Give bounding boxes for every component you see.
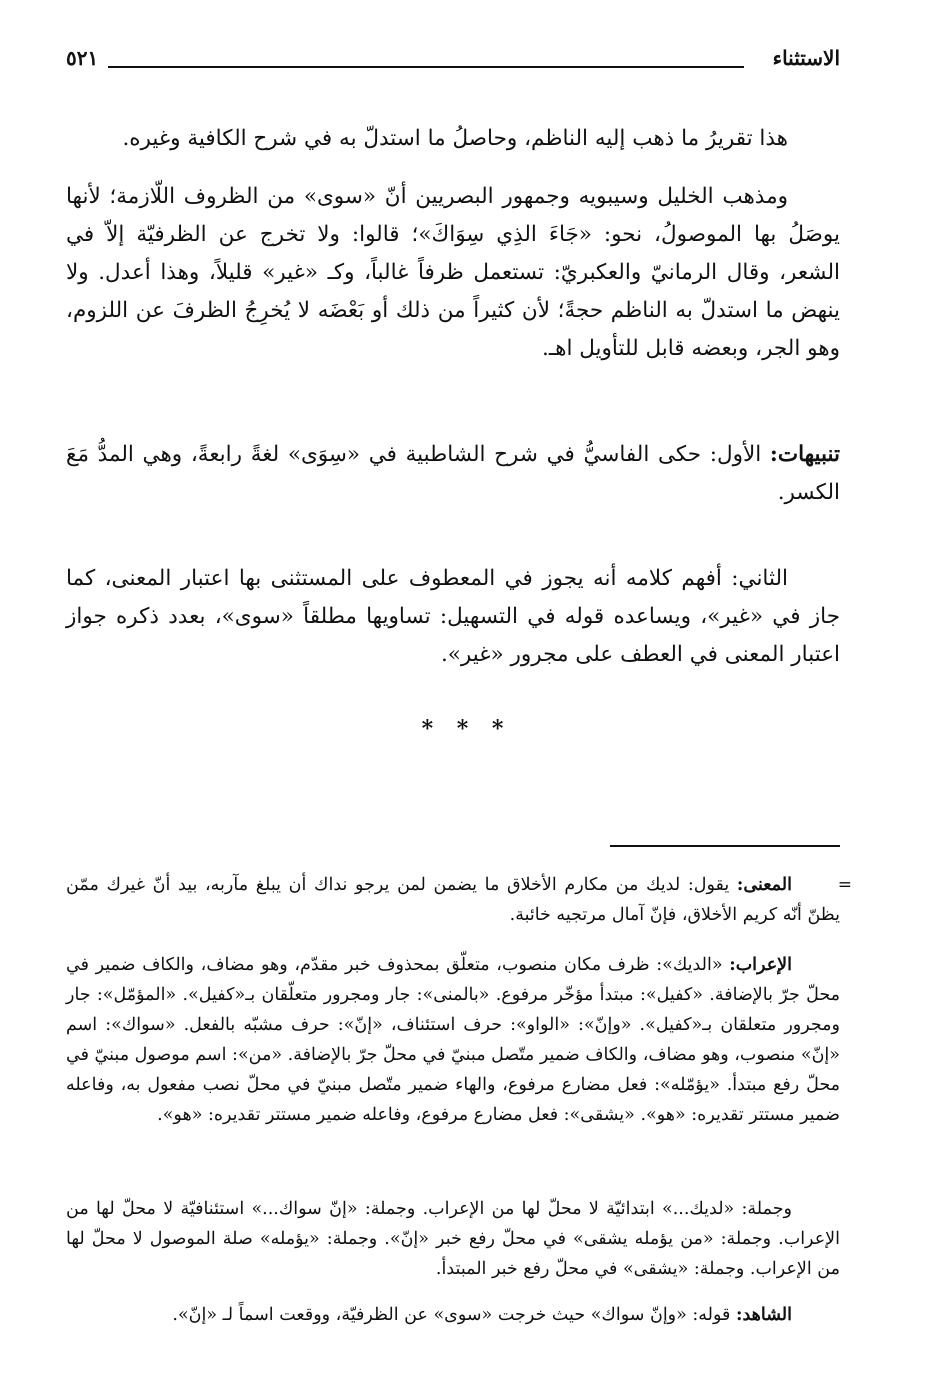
header-rule [108, 66, 744, 68]
section-divider-stars: * * * [421, 716, 512, 742]
second-note-text: الثاني: أفهم كلامه أنه يجوز في المعطوف على المستثنى بها اعتبار المعنى، كما جاز في «غير»، ويساعده قوله في التسهيل: تساويها مطلقاً «سوى»، بعدد ذكره جواز اعتبار المعنى في العطف على مجرور «غير». [66, 566, 840, 667]
paragraph-2-text: ومذهب الخليل وسيبويه وجمهور البصريين أنّ «سوى» من الظروف اللّازمة؛ لأنها يوصَلُ بها الموصولُ، نحو: «جَاءَ الذِي سِوَاكَ»؛ قالوا: ولا تخرج عن الظرفيّة إلاّ في الشعر، وقال الرمانيّ والعكبريّ: تستعمل ظرفاً غالباً، وكـ «غير» قليلاً، وهذا أعدل. ولا ينهض ما استدلّ به الناظم حجةً؛ لأن كثيراً من ذلك أو بَعْضَه لا يُخرِجُ الظرفَ عن اللزوم، وهو الجر، وبعضه قابل للتأويل اهـ. [66, 184, 840, 361]
continuation-marker: = [837, 875, 852, 895]
chapter-title: الاستثناء [772, 46, 840, 70]
paragraph-notes [66, 436, 840, 512]
paragraph-1 [66, 120, 840, 158]
notes-label: تنبيهات: [769, 442, 840, 467]
paragraph-second-note [66, 560, 840, 674]
paragraph-1-text: هذا تقريرُ ما ذهب إليه الناظم، وحاصلُ ما استدلّ به في شرح الكافية وغيره. [122, 126, 788, 151]
footnote-rule [610, 845, 840, 847]
footnote-evidence [66, 1300, 840, 1330]
meaning-text: يقول: لديك من مكارم الأخلاق ما يضمن لمن يرجو نداك أن يبلغ مآربه، بيد أنّ غيرك ممّن يظنّ أنّه كريم الأخلاق، فإنّ آمال مرتجيه خائبة. [66, 875, 840, 925]
footnote-parsing [66, 950, 840, 1130]
footnote-sentences [66, 1194, 840, 1284]
page-number: ٥٢١ [66, 46, 99, 70]
meaning-label: المعنى: [736, 875, 792, 895]
footnote-meaning [66, 870, 852, 930]
evidence-label: الشاهد: [735, 1305, 792, 1325]
paragraph-2 [66, 178, 840, 368]
notes-text: الأول: حكى الفاسيُّ في شرح الشاطبية في «سِوَى» لغةً رابعةً، وهي المدُّ مَعَ الكسر. [66, 442, 840, 505]
parsing-text: «الديك»: ظرف مكان منصوب، متعلّق بمحذوف خبر مقدّم، وهو مضاف، والكاف ضمير في محلّ جرّ بالإضافة. «كفيل»: مبتدأ مؤخّر مرفوع. «بالمنى»: جار ومجرور متعلّقان بـ«كفيل». «المؤمّل»: جار ومجرور متعلقان بـ«كفيل». «وإنّ»: «الواو»: حرف استئناف، «إنّ»: حرف مشبّه بالفعل. «سواك»: اسم «إنّ» منصوب، وهو مضاف، والكاف ضمير متّصل مبنيّ في محلّ جرّ بالإضافة. «من»: اسم موصول مبنيّ في محلّ رفع مبتدأ. «يؤمّله»: فعل مضارع مرفوع، والهاء ضمير متّصل مبنيّ في محلّ نصب مفعول به، وفاعله ضمير مستتر تقديره: «هو». «يشقى»: فعل مضارع مرفوع، وفاعله ضمير مستتر تقديره: «هو». [66, 955, 840, 1125]
sentences-text: وجملة: «لديك...» ابتدائيّة لا محلّ لها من الإعراب. وجملة: «إنّ سواك...» استئنافيّة لا محلّ لها من الإعراب. وجملة: «من يؤمله يشقى» في محلّ رفع خبر «إنّ». وجملة: «يؤمله» صلة الموصول لا محلّ لها من الإعراب. وجملة: «يشقى» في محلّ رفع خبر المبتدأ. [66, 1199, 840, 1279]
page-header [66, 46, 840, 78]
parsing-label: الإعراب: [729, 955, 792, 975]
evidence-text: قوله: «وإنّ سواك» حيث خرجت «سوى» عن الظرفيّة، ووقعت اسماً لـ «إنّ». [172, 1305, 736, 1325]
